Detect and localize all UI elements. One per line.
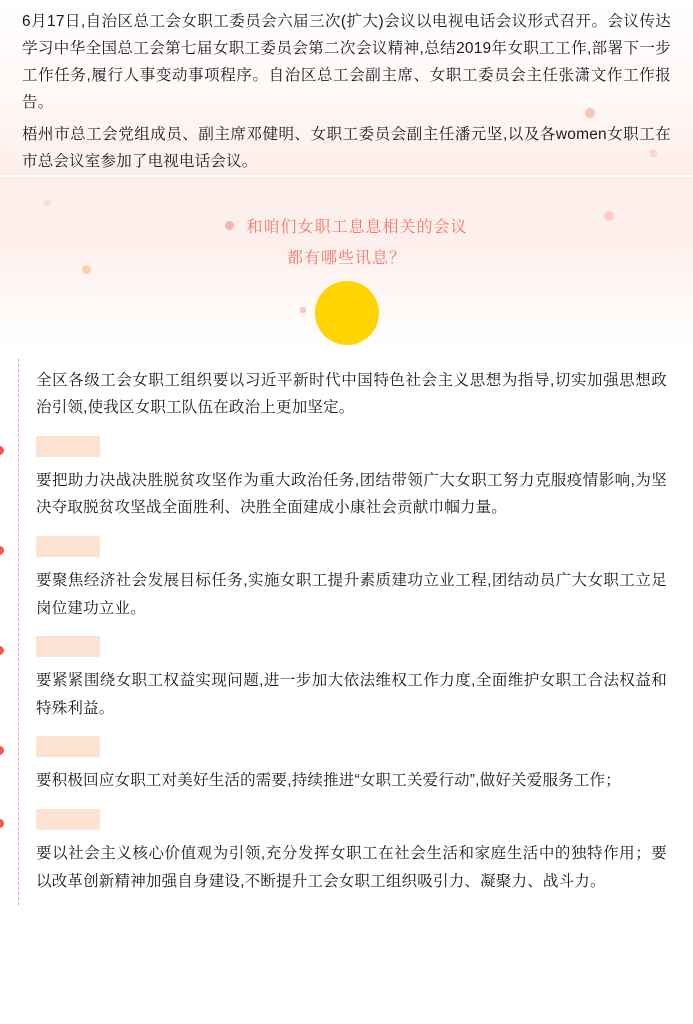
list-item (0, 365, 693, 422)
list-item-tag (36, 736, 100, 757)
banner-text (0, 215, 693, 272)
banner-section (0, 177, 693, 347)
list-item-tag (36, 636, 100, 657)
decor-square-2 (300, 307, 306, 313)
timeline-bullet-icon (0, 546, 4, 555)
intro-paragraph-2: 梧州市总工会党组成员、副主席邓健明、女职工委员会副主任潘元坚,以及各women女职工在市总会议室参加了电视电话会议。 (22, 125, 671, 170)
banner-dot-icon (225, 221, 234, 230)
list-item-text: 要积极回应女职工对美好生活的需要,持续推进“女职工关爱行动”,做好关爱服务工作； (36, 772, 621, 790)
decor-dot-4 (44, 199, 51, 206)
list-item (0, 809, 693, 895)
timeline-bullet-icon (0, 446, 4, 455)
banner-line-1-text: 和咱们女职工息息相关的会议 (246, 218, 468, 236)
list-item-text: 要聚焦经济社会发展目标任务,实施女职工提升素质建功立业工程,团结动员广大女职工立足岗位建功立业。 (36, 572, 667, 617)
sun-icon (315, 281, 379, 345)
banner-line-2: 都有哪些讯息？ (286, 250, 406, 268)
banner-line-1 (0, 215, 693, 241)
intro-section (0, 0, 693, 175)
timeline-bullet-icon (0, 646, 4, 655)
list-item-text: 要紧紧围绕女职工权益实现问题,进一步加大依法维权工作力度,全面维护女职工合法权益和特殊利益。 (36, 672, 667, 717)
list-item-tag (36, 436, 100, 457)
list-item-text: 要以社会主义核心价值观为引领,充分发挥女职工在社会生活和家庭生活中的独特作用；要以改革创新精神加强自身建设,不断提升工会女职工组织吸引力、凝聚力、战斗力。 (36, 844, 667, 890)
list-item-text: 全区各级工会女职工组织要以习近平新时代中国特色社会主义思想为指导,切实加强思想政治引领,使我区女职工队伍在政治上更加坚定。 (36, 371, 667, 417)
intro-paragraph-1: 6月17日,自治区总工会女职工委员会六届三次(扩大)会议以电视电话会议形式召开。会议传达学习中华全国总工会第七届女职工委员会第二次会议精神,总结2019年女职工工作,部署下一步工作任务,履行人事变动事项程序。自治区总工会副主席、女职工委员会主任张潇文作工作报告。 (22, 13, 671, 112)
list-item-tag (36, 536, 100, 557)
list-item (0, 636, 693, 722)
list-item (0, 436, 693, 522)
list-item-tag (36, 809, 100, 830)
timeline-bullet-icon (0, 746, 4, 755)
list-item (0, 736, 693, 795)
list-item-text: 要把助力决战决胜脱贫攻坚作为重大政治任务,团结带领广大女职工努力克服疫情影响,为坚决夺取脱贫攻坚战全面胜利、决胜全面建成小康社会贡献巾帼力量。 (36, 471, 667, 517)
points-list-section (0, 347, 693, 905)
timeline-bullet-icon (0, 819, 4, 828)
list-item (0, 536, 693, 622)
